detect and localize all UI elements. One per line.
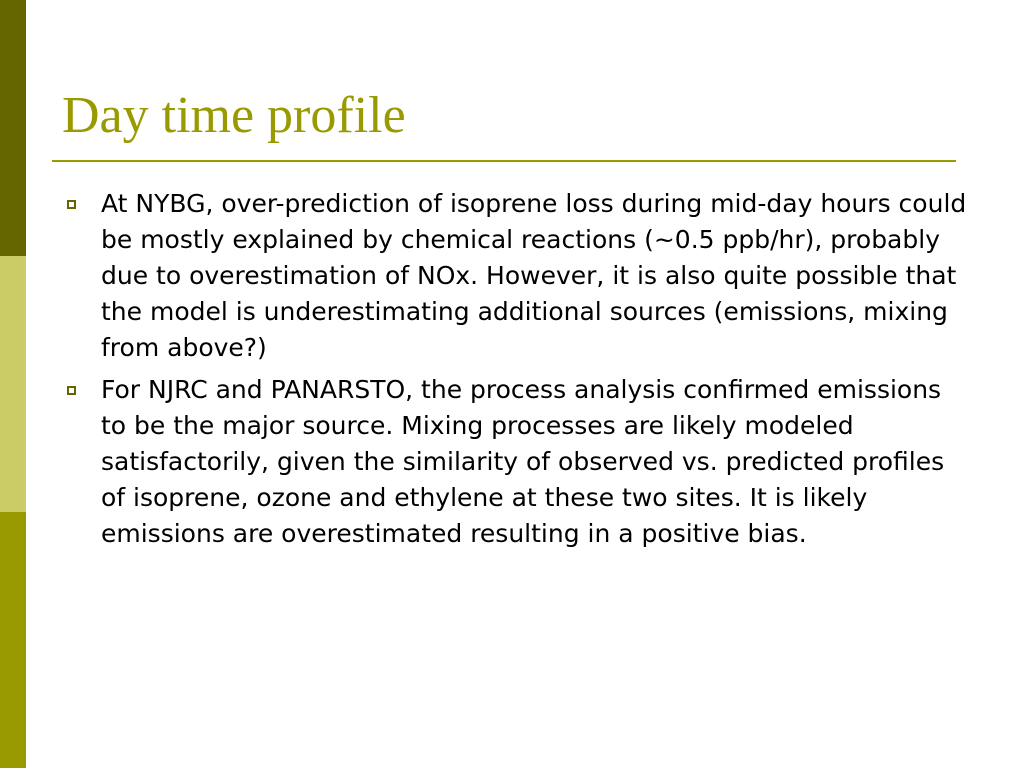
sidebar-segment-dark bbox=[0, 0, 26, 256]
bullet-text: At NYBG, over-prediction of isoprene loss during mid-day hours could be mostly explained by chemical reactions (~0.5 ppb/hr), probably due to overestimation of NOx. However, it is also quite possible that the model is underestimating additional sources (emissions, mixing from above?) bbox=[101, 189, 967, 362]
title-underline bbox=[52, 160, 956, 162]
bullet-text: For NJRC and PANARSTO, the process analysis confirmed emissions to be the major source. Mixing processes are likely modeled satisfactorily, given the similarity of observed vs. predicted profiles of isoprene, ozone and ethylene at these two sites. It is likely emissions are overestimated resulting in a positive bias. bbox=[101, 375, 945, 548]
sidebar-segment-light bbox=[0, 256, 26, 512]
bullet-item bbox=[58, 372, 970, 552]
bullet-list bbox=[58, 186, 970, 558]
slide-title: Day time profile bbox=[62, 87, 406, 144]
bullet-item bbox=[58, 186, 970, 366]
hollow-square-bullet-icon bbox=[67, 200, 76, 209]
decorative-sidebar bbox=[0, 0, 26, 768]
hollow-square-bullet-icon bbox=[67, 386, 76, 395]
sidebar-segment-medium bbox=[0, 512, 26, 768]
